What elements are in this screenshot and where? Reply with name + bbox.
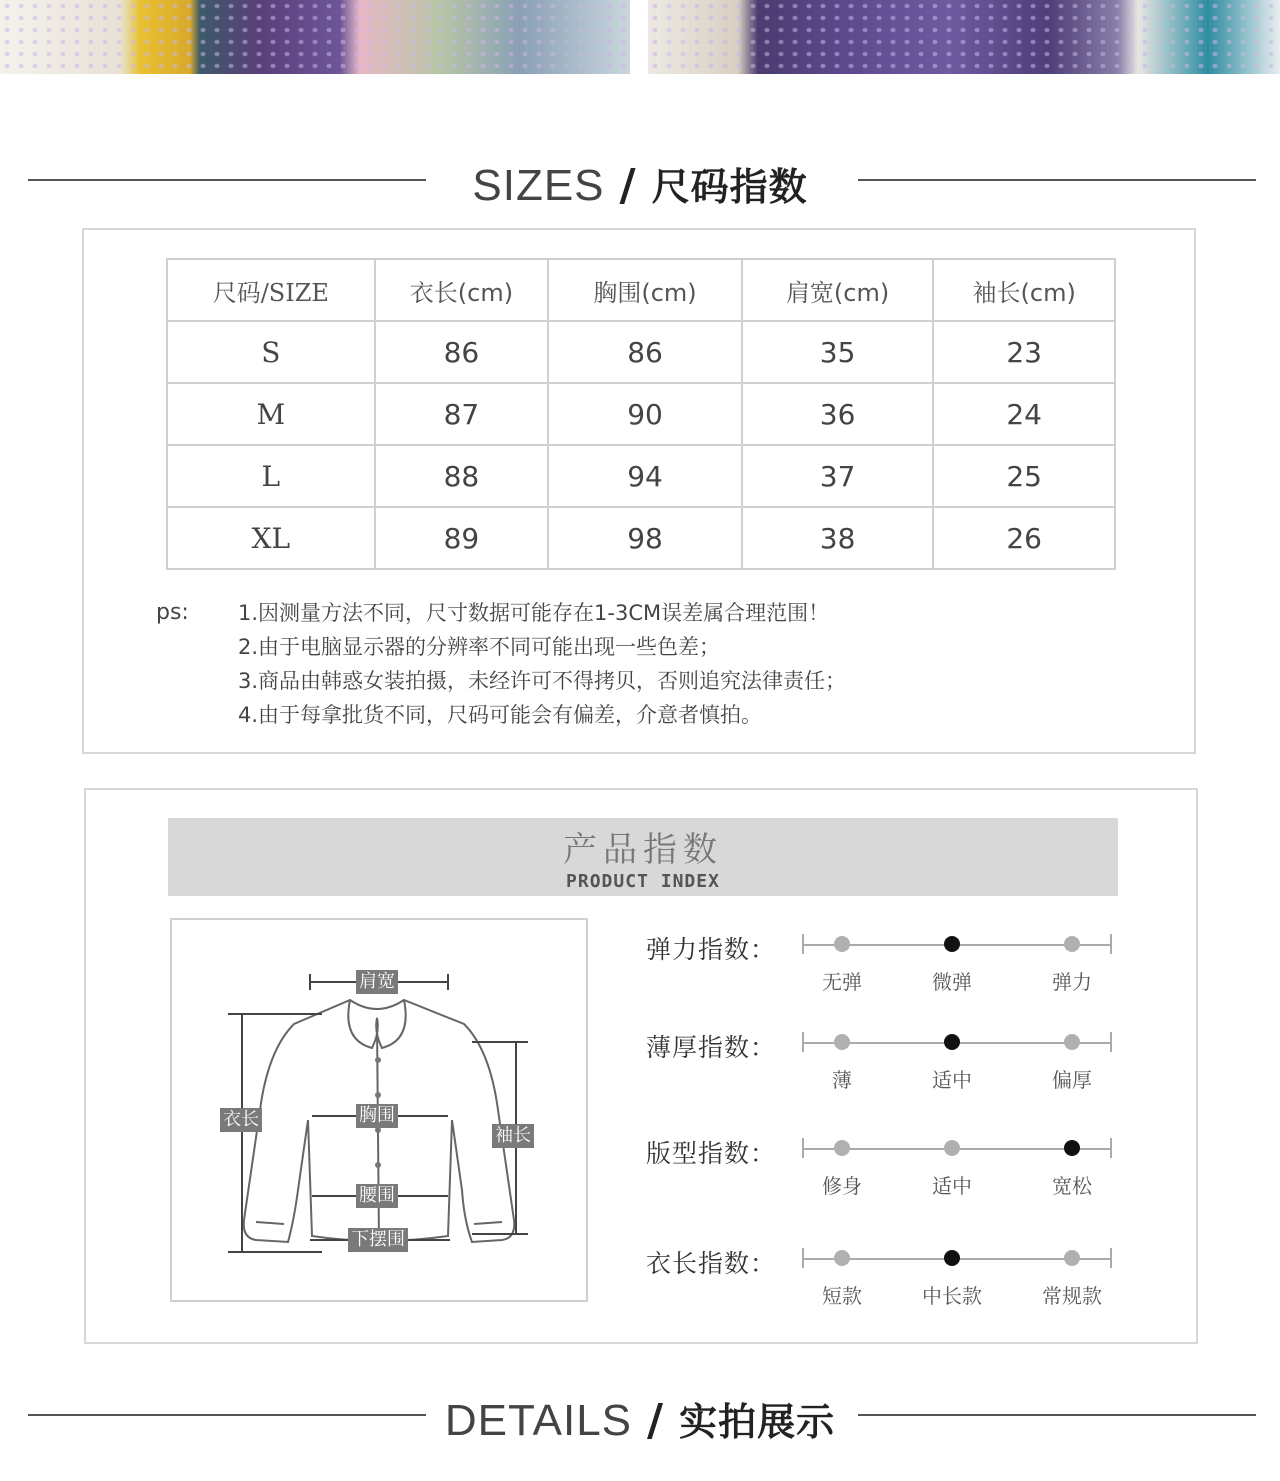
index-option-label: 中长款 bbox=[922, 1284, 982, 1308]
index-option-label: 弹力 bbox=[1052, 970, 1092, 994]
index-option-label: 薄 bbox=[832, 1068, 852, 1092]
product-photo-left bbox=[0, 0, 630, 74]
index-dot bbox=[834, 1140, 850, 1156]
index-dot bbox=[834, 1034, 850, 1050]
table-row bbox=[167, 383, 1115, 445]
product-index-panel bbox=[84, 788, 1198, 1344]
index-dot-selected bbox=[944, 936, 960, 952]
index-option-label: 宽松 bbox=[1052, 1174, 1092, 1198]
note-item: 1.因测量方法不同，尺寸数据可能存在1-3CM误差属合理范围！ bbox=[238, 601, 830, 625]
size-table-header-row bbox=[167, 259, 1115, 321]
length-cell: 86 bbox=[375, 321, 549, 383]
index-option-label: 偏厚 bbox=[1052, 1068, 1092, 1092]
index-title: 衣长指数： bbox=[646, 1249, 777, 1278]
track-end-tick bbox=[1110, 1248, 1112, 1268]
shoulder-cell: 38 bbox=[742, 507, 934, 569]
diagram-label-waist: 腰围 bbox=[356, 1184, 398, 1208]
chest-cell: 94 bbox=[548, 445, 742, 507]
size-cell: XL bbox=[167, 507, 375, 569]
index-option-label: 微弹 bbox=[932, 970, 972, 994]
sizes-heading bbox=[0, 150, 1280, 210]
details-heading bbox=[0, 1385, 1280, 1445]
shoulder-cell: 37 bbox=[742, 445, 934, 507]
size-table-header: 袖长(cm) bbox=[933, 259, 1115, 321]
index-dot-selected bbox=[1064, 1140, 1080, 1156]
size-cell: L bbox=[167, 445, 375, 507]
size-table-header: 胸围(cm) bbox=[548, 259, 742, 321]
table-row bbox=[167, 507, 1115, 569]
shoulder-cell: 36 bbox=[742, 383, 934, 445]
details-heading-en: DETAILS bbox=[444, 1396, 633, 1445]
product-photo-right bbox=[648, 0, 1280, 74]
index-row bbox=[646, 1134, 1176, 1214]
sleeve-cell: 24 bbox=[933, 383, 1115, 445]
track-end-tick bbox=[802, 934, 804, 954]
sleeve-cell: 26 bbox=[933, 507, 1115, 569]
index-title: 版型指数： bbox=[646, 1139, 777, 1168]
length-cell: 88 bbox=[375, 445, 549, 507]
index-dot bbox=[1064, 936, 1080, 952]
index-dot bbox=[944, 1140, 960, 1156]
index-option-label: 常规款 bbox=[1042, 1284, 1102, 1308]
sizes-heading-slash: / bbox=[619, 160, 637, 211]
length-cell: 87 bbox=[375, 383, 549, 445]
note-item: 2.由于电脑显示器的分辨率不同可能出现一些色差； bbox=[238, 635, 721, 659]
size-cell: S bbox=[167, 321, 375, 383]
notes-label: ps: bbox=[156, 600, 189, 625]
size-chart-panel bbox=[82, 228, 1196, 754]
index-title: 弹力指数： bbox=[646, 935, 777, 964]
track-end-tick bbox=[802, 1032, 804, 1052]
length-cell: 89 bbox=[375, 507, 549, 569]
index-dot bbox=[834, 1250, 850, 1266]
sleeve-cell: 25 bbox=[933, 445, 1115, 507]
index-dot-selected bbox=[944, 1034, 960, 1050]
details-heading-zh: 实拍展示 bbox=[679, 1400, 836, 1444]
table-row bbox=[167, 321, 1115, 383]
product-index-title-en: PRODUCT INDEX bbox=[566, 871, 720, 892]
size-table-header: 肩宽(cm) bbox=[742, 259, 934, 321]
diagram-label-chest: 胸围 bbox=[356, 1104, 398, 1128]
product-index-banner bbox=[168, 818, 1118, 896]
index-option-label: 短款 bbox=[822, 1284, 862, 1308]
table-row bbox=[167, 445, 1115, 507]
index-dot bbox=[1064, 1250, 1080, 1266]
track-end-tick bbox=[1110, 1032, 1112, 1052]
index-option-label: 适中 bbox=[932, 1174, 972, 1198]
sleeve-cell: 23 bbox=[933, 321, 1115, 383]
track-end-tick bbox=[802, 1248, 804, 1268]
index-row bbox=[646, 930, 1176, 1010]
shoulder-cell: 35 bbox=[742, 321, 934, 383]
track-end-tick bbox=[1110, 1138, 1112, 1158]
notes-list bbox=[238, 596, 846, 732]
size-table bbox=[166, 258, 1116, 570]
diagram-label-shoulder: 肩宽 bbox=[356, 970, 398, 994]
track-end-tick bbox=[802, 1138, 804, 1158]
size-cell: M bbox=[167, 383, 375, 445]
note-item: 4.由于每拿批货不同，尺码可能会有偏差，介意者慎拍。 bbox=[238, 703, 763, 727]
chest-cell: 86 bbox=[548, 321, 742, 383]
size-table-header: 衣长(cm) bbox=[375, 259, 549, 321]
index-dot bbox=[834, 936, 850, 952]
index-option-label: 无弹 bbox=[822, 970, 862, 994]
garment-diagram bbox=[170, 918, 588, 1302]
sizes-heading-en: SIZES bbox=[472, 161, 605, 210]
track-end-tick bbox=[1110, 934, 1112, 954]
details-heading-slash: / bbox=[647, 1395, 665, 1446]
size-table-header: 尺码/SIZE bbox=[167, 259, 375, 321]
diagram-label-sleeve: 袖长 bbox=[492, 1124, 534, 1148]
index-dot bbox=[1064, 1034, 1080, 1050]
index-dot-selected bbox=[944, 1250, 960, 1266]
index-option-label: 适中 bbox=[932, 1068, 972, 1092]
diagram-label-length: 衣长 bbox=[220, 1108, 262, 1132]
index-row bbox=[646, 1028, 1176, 1108]
note-item: 3.商品由韩惑女装拍摄，未经许可不得拷贝，否则追究法律责任； bbox=[238, 669, 847, 693]
diagram-label-hem: 下摆围 bbox=[348, 1228, 408, 1252]
product-index-title-zh: 产品指数 bbox=[563, 830, 723, 870]
chest-cell: 98 bbox=[548, 507, 742, 569]
index-row bbox=[646, 1244, 1176, 1324]
index-title: 薄厚指数： bbox=[646, 1033, 777, 1062]
chest-cell: 90 bbox=[548, 383, 742, 445]
sizes-heading-zh: 尺码指数 bbox=[651, 165, 808, 209]
index-option-label: 修身 bbox=[822, 1174, 862, 1198]
